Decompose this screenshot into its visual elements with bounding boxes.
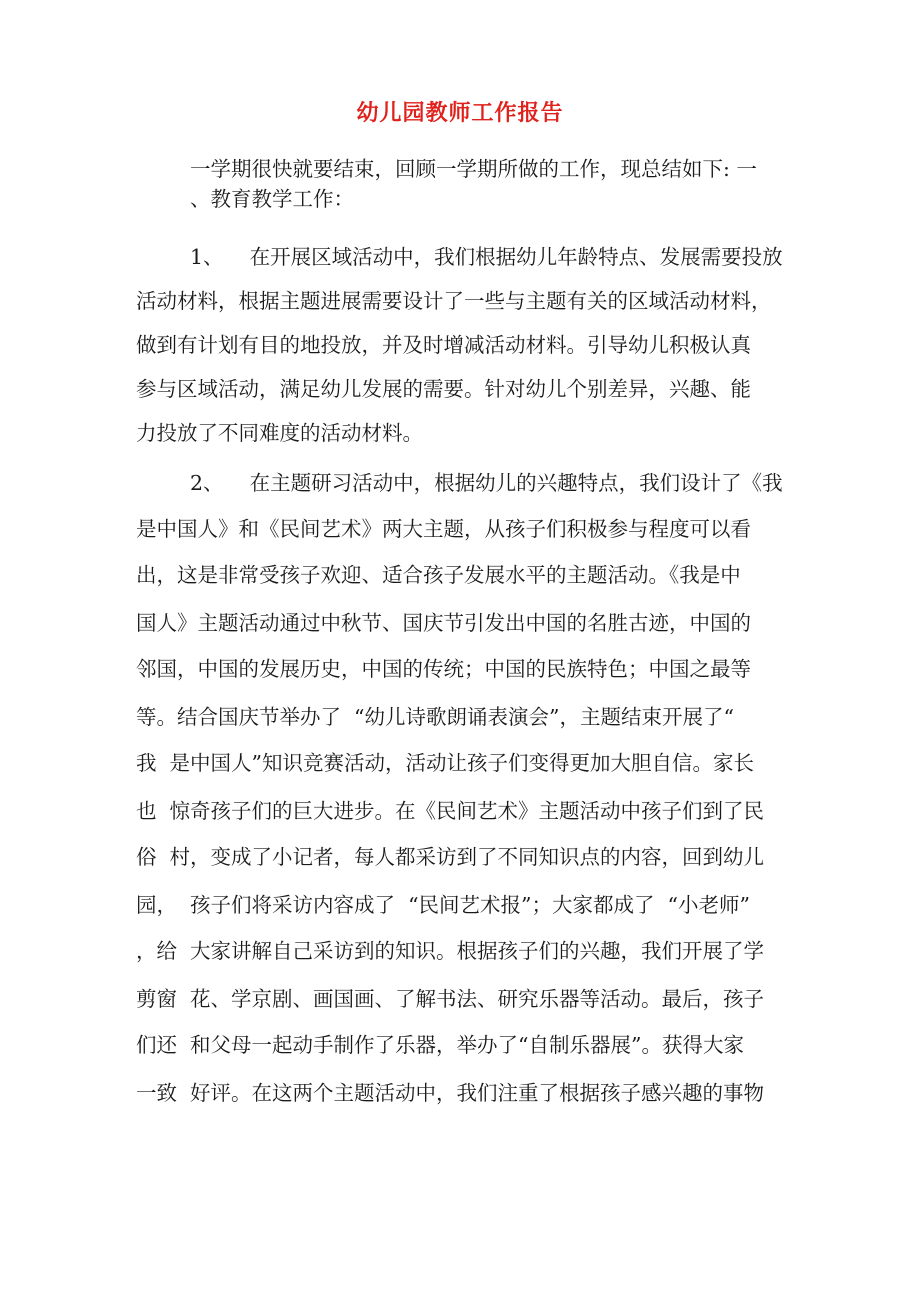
paragraph-line: 做到有计划有目的地投放，并及时增减活动材料。引导幼儿积极认真 <box>136 333 751 357</box>
paragraph-line: 们还 和父母一起动手制作了乐器，举办了“自制乐器展”。获得大家 <box>136 1033 744 1057</box>
paragraph-line: 力投放了不同难度的活动材料。 <box>136 421 423 445</box>
paragraph-line: 一学期很快就要结束，回顾一学期所做的工作，现总结如下: 一 <box>190 157 757 181</box>
paragraph-line: 出，这是非常受孩子欢迎、适合孩子发展水平的主题活动。《我是中 <box>136 563 741 587</box>
paragraph-line: 参与区域活动，满足幼儿发展的需要。针对幼儿个别差异，兴趣、能 <box>136 377 751 401</box>
document-title: 幼儿园教师工作报告 <box>356 100 564 126</box>
paragraph-line: 是中国人》和《民间艺术》两大主题，从孩子们积极参与程度可以看 <box>136 517 751 541</box>
paragraph-line: ，给 大家讲解自己采访到的知识。根据孩子们的兴趣，我们开展了学 <box>136 939 765 963</box>
paragraph-line: 我 是中国人”知识竞赛活动，活动让孩子们变得更加大胆自信。家长 <box>136 751 755 775</box>
paragraph-line: 2、 在主题研习活动中，根据幼儿的兴趣特点，我们设计了《我 <box>190 471 783 495</box>
paragraph-line: 一致 好评。在这两个主题活动中，我们注重了根据孩子感兴趣的事物 <box>136 1081 765 1105</box>
paragraph-line: 等。结合国庆节举办了 “幼儿诗歌朗诵表演会”，主题结束开展了“ <box>136 705 734 729</box>
paragraph-line: 国人》主题活动通过中秋节、国庆节引发出中国的名胜古迹，中国的 <box>136 611 751 635</box>
paragraph-line: 剪窗 花、学京剧、画国画、了解书法、研究乐器等活动。最后，孩子 <box>136 987 765 1011</box>
paragraph-line: 俗 村，变成了小记者，每人都采访到了不同知识点的内容，回到幼儿 <box>136 845 765 869</box>
paragraph-line: 1、 在开展区域活动中，我们根据幼儿年龄特点、发展需要投放 <box>190 245 783 269</box>
paragraph-line: 活动材料，根据主题进展需要设计了一些与主题有关的区域活动材料， <box>136 289 772 313</box>
paragraph-line: 也 惊奇孩子们的巨大进步。在《民间艺术》主题活动中孩子们到了民 <box>136 799 765 823</box>
paragraph-line: 邻国，中国的发展历史，中国的传统；中国的民族特色；中国之最等 <box>136 657 751 681</box>
paragraph-line: 、教育教学工作： <box>190 187 354 211</box>
paragraph-line: 园， 孩子们将采访内容成了 “民间艺术报”；大家都成了 “小老师” <box>136 893 751 917</box>
